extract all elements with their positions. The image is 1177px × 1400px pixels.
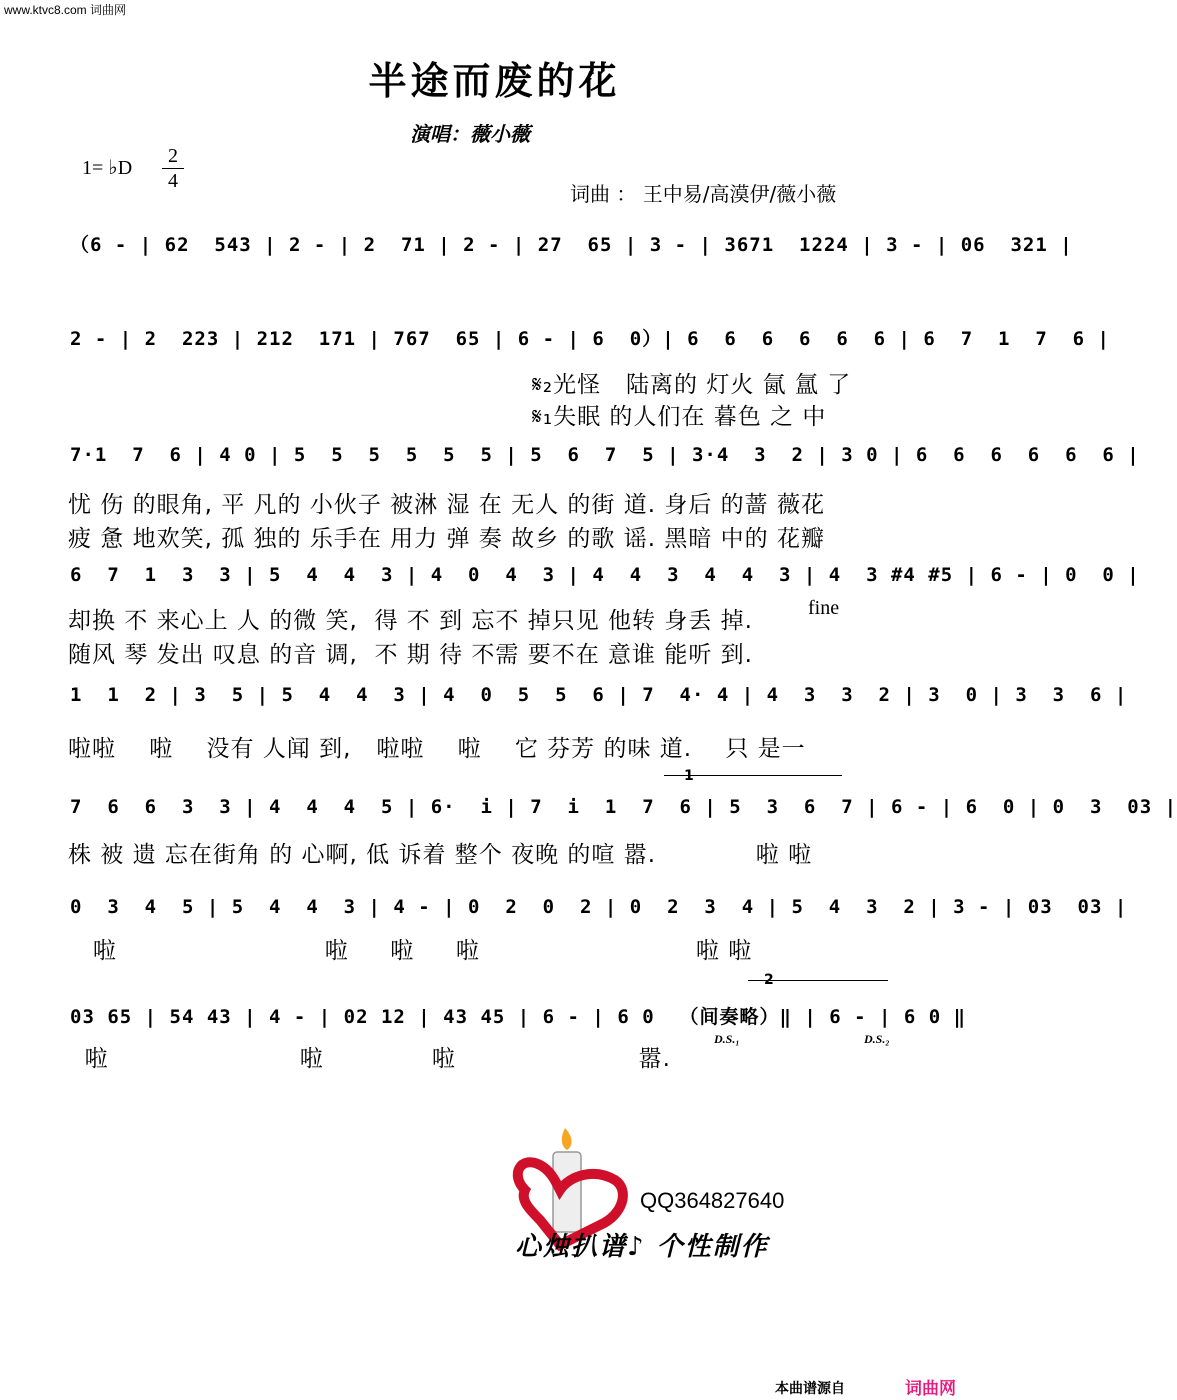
key-signature: 1= ♭D	[82, 157, 133, 179]
meter-top: 2	[168, 145, 178, 167]
notation-row-7: 0 3 4 5 | 5 4 4 3 | 4 - | 0 2 0 2 | 0 2 3 4 | 5 4 3 2 | 3 - | 03 03 |	[70, 896, 1128, 918]
lyric-line-6: 株 被 遗 忘在街角 的 心啊, 低 诉着 整个 夜晚 的喧 嚣. 啦 啦	[68, 842, 813, 868]
signature: 心烛扒谱♪ 个性制作	[515, 1232, 769, 1262]
lyric-line-3a: 忧 伤 的眼角, 平 凡的 小伙子 被淋 湿 在 无人 的街 道. 身后 的蔷 薇花	[68, 492, 825, 518]
lyric-line-segno2: 𝄋₂光怪 陆离的 灯火 氤 氲 了	[532, 372, 852, 398]
lyric-line-5: 啦啦 啦 没有 人闻 到, 啦啦 啦 它 芬芳 的味 道. 只 是一	[68, 736, 806, 762]
lyric-line-3b: 疲 惫 地欢笑, 孤 独的 乐手在 用力 弹 奏 故乡 的歌 谣. 黑暗 中的 花瓣	[68, 526, 825, 552]
ds-1-mark: D.S.₁	[714, 1032, 740, 1046]
lyric-line-segno1: 𝄋₁失眠 的人们在 暮色 之 中	[532, 404, 827, 430]
notation-row-8: 03 65 | 54 43 | 4 - | 02 12 | 43 45 | 6 - | 6 0 （间奏略）‖ | 6 - | 6 0 ‖	[70, 1006, 967, 1028]
meter-bottom: 4	[162, 168, 184, 193]
volta-1-bracket	[664, 775, 842, 776]
source-logo: 词曲网	[905, 1379, 956, 1399]
volta-2-number: 2	[764, 972, 774, 988]
fine-mark: fine	[808, 597, 840, 619]
lyric-line-4b: 随风 琴 发出 叹息 的音 调, 不 期 待 不需 要不在 意谁 能听 到.	[68, 642, 753, 668]
time-signature	[162, 144, 184, 193]
lyric-line-8: 啦 啦 啦 嚣.	[68, 1046, 671, 1072]
credits: 词曲 ： 王中易/高漠伊/薇小薇	[570, 182, 837, 206]
volta-1-number: 1	[684, 768, 694, 784]
notation-row-5: 1 1 2 | 3 5 | 5 4 4 3 | 4 0 5 5 6 | 7 4· 4 | 4 3 3 2 | 3 0 | 3 3 6 |	[70, 684, 1128, 706]
singer: 演唱：薇小薇	[410, 122, 530, 146]
song-title: 半途而废的花	[368, 59, 621, 103]
notation-row-4: 6 7 1 3 3 | 5 4 4 3 | 4 0 4 3 | 4 4 3 4 4 3 | 4 3 #4 #5 | 6 - | 0 0 |	[70, 564, 1140, 586]
lyric-line-7: 啦 啦 啦 啦 啦 啦	[68, 938, 753, 964]
source-label: 本曲谱源自	[775, 1381, 845, 1397]
site-url: www.ktvc8.com 词曲网	[4, 3, 127, 17]
notation-row-1: （6 - | 62 543 | 2 - | 2 71 | 2 - | 27 65 | 3 - | 3671 1224 | 3 - | 06 321 |	[70, 234, 1073, 256]
flame-icon	[562, 1128, 572, 1150]
lyric-line-4a: 却换 不 来心上 人 的微 笑, 得 不 到 忘不 掉只见 他转 身丢 掉.	[68, 608, 753, 634]
volta-2-bracket	[748, 980, 888, 981]
qq-number: QQ364827640	[640, 1188, 785, 1213]
ds-2-mark: D.S.₂	[864, 1032, 890, 1046]
notation-row-3: 7·1 7 6 | 4 0 | 5 5 5 5 5 5 | 5 6 7 5 | 3·4 3 2 | 3 0 | 6 6 6 6 6 6 |	[70, 444, 1140, 466]
notation-row-6: 7 6 6 3 3 | 4 4 4 5 | 6· i | 7 i 1 7 6 | 5 3 6 7 | 6 - | 6 0 | 0 3 03 |	[70, 796, 1177, 818]
notation-row-2: 2 - | 2 223 | 212 171 | 767 65 | 6 - | 6 0）| 6 6 6 6 6 6 | 6 7 1 7 6 |	[70, 328, 1110, 350]
